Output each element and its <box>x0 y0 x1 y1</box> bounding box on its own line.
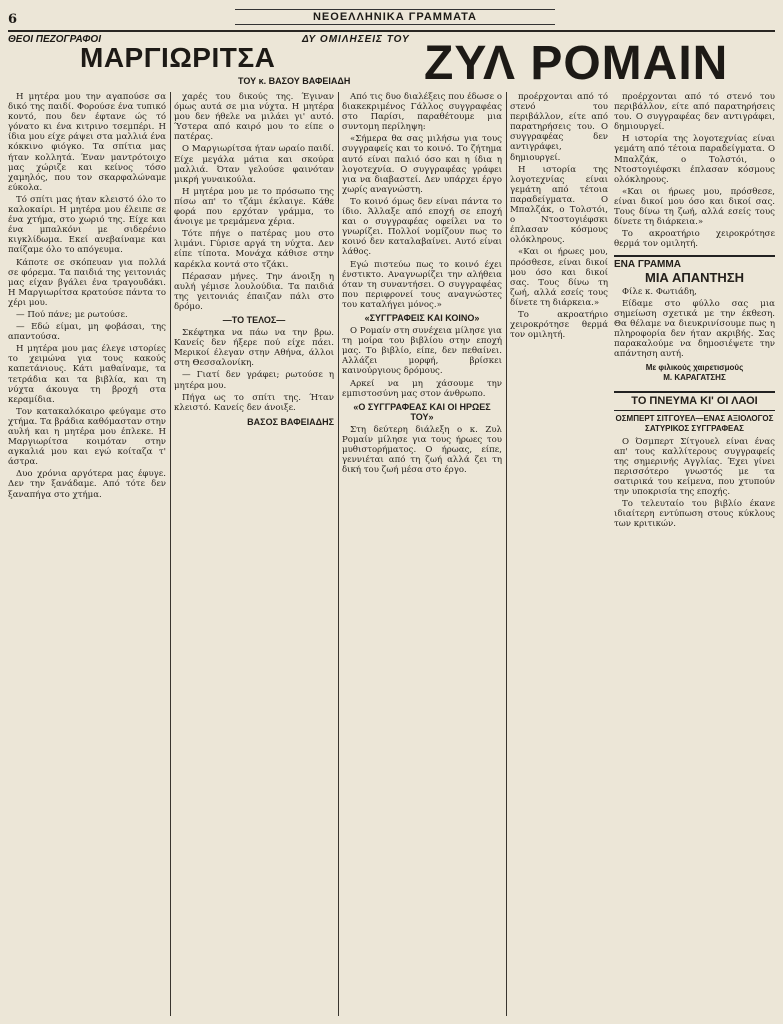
paragraph: Είδαμε στο φύλλο σας μια σημείωση σχετικά με την έκθεση. Θα θέλαμε να διευκρινίσουμε πως η πληροφορία δεν ήταν ακριβής. Σας παρακαλούμε να δημοσιέψετε την απάντηση αυτή. <box>614 298 775 360</box>
column-5 <box>614 92 775 1016</box>
subheading: «Ο ΣΥΓΓΡΑΦΕΑΣ ΚΑΙ ΟΙ ΗΡΩΕΣ ΤΟΥ» <box>353 401 491 422</box>
paragraph: — Εδώ είμαι, μη φοβάσαι, της απαντούσα. <box>8 322 166 343</box>
page-number: 6 <box>8 11 18 27</box>
paragraph: Δυο χρόνια αργότερα μας έφυγε. Δεν την ξανάδαμε. Από τότε δεν ξαναπήγα στο χτήμα. <box>8 469 166 500</box>
section-marker: —ΤΟ ΤΕΛΟΣ— <box>222 314 286 325</box>
paragraph: Το ακροατήριο χειροκρότησε θερμά τον ομιλητή. <box>510 309 608 341</box>
paragraph: Ο Μαργιωρίτσα ήταν ωραίο παιδί. Είχε μεγάλα μάτια και σκούρα μαλλιά. Όταν γελούσε φαινόταν μικρή γυναικούλα. <box>174 144 334 185</box>
paragraph: Κάποτε σε σκόπευαν για πολλά σε φόρεμα. Τα παιδιά της γειτονιάς μας είχαν βγάλει ένα τραγουδάκι. Η Μαργιωρίτσα κρατούσε πάντα το χέρι μου. <box>8 257 166 308</box>
box-title: ΤΟ ΠΝΕΥΜΑ ΚΙ' ΟΙ ΛΑΟΙ <box>614 391 775 410</box>
paragraph: Ο Ρομαίν στη συνέχεια μίλησε για τη μοίρα του βιβλίου στην εποχή μας. Το βιβλίο, είπε, δεν πεθαίνει. Αλλάζει μορφή, βρίσκει καινούργιους δρόμους. <box>342 326 502 377</box>
paragraph: Πέρασαν μήνες. Την άνοιξη η αυλή γέμισε λουλούδια. Τα παιδιά της γειτονιάς έπαιζαν πάλι στο δρόμο. <box>174 271 334 312</box>
paragraph: Εγώ πιστεύω πως το κοινό έχει ένστικτο. Αναγνωρίζει την αλήθεια όταν τη συναντήσει. Ο συγγραφέας που περιφρονεί τους αναγνώστες του καταλήγει μόνος.» <box>342 259 502 310</box>
paragraph: Από τις δυο διαλέξεις που έδωσε ο διακεκριμένος Γάλλος συγγραφέας στο Παρίσι, παραθέτουμε μια συντομη περίληψη: <box>342 92 502 133</box>
paragraph: Η μητέρα μου μας έλεγε ιστορίες το χειμώνα για τους κακούς καπετάνιους. Κάτι μαθαίναμε, τα τετράδια και τα βιβλία, και τη νύχτα άκουγα τη βροχή στα κεραμίδια. <box>8 344 166 405</box>
subheading: «ΣΥΓΓΡΑΦΕΙΣ ΚΑΙ ΚΟΙΝΟ» <box>364 312 480 323</box>
author-signature: ΒΑΣΟΣ ΒΑΦΕΙΑΔΗΣ <box>247 416 334 427</box>
paragraph: Σκέφτηκα να πάω να την βρω. Κανείς δεν ήξερε πού είχε πάει. Μερικοί έλεγαν στην Αθήνα, άλλοι στη Θεσσαλονίκη. <box>174 328 334 369</box>
paragraph: Τότε πήγε ο πατέρας μου στο λιμάνι. Γύρισε αργά τη νύχτα. Δεν είπε τίποτα. Μονάχα κάθισε στην καρέκλα κοντά στο τζάκι. <box>174 229 334 270</box>
paragraph: Η μητέρα μου την αγαπούσε σα δικό της παιδί. Φορούσε ένα τυπικό κοντό, που δεν έφτανε ώς τό γόνατο κι ένα κιτρινο τσεμπέρι. Η ίδια μου είχε ράψει στα μαλλιά ένα κόκκινο φιόγκο. Τα σπίτια μας ήταν κολλητά. Έναν μαντρότοιχο μας χώριζε και κείνος τόσο χαμηλός, που τον σκαρφαλώναμε εύκολα. <box>8 92 166 193</box>
letter-box-title: ΕΝΑ ΓΡΑΜΜΑ <box>614 255 775 270</box>
column-divider <box>506 92 507 1016</box>
right-kicker: ΔΥ ΟΜΙΛΗΣΕΙΣ ΤΟΥ <box>302 34 410 45</box>
paragraph: Πήγα ως το σπίτι της. Ήταν κλειστό. Κανείς δεν άνοιξε. <box>174 392 334 413</box>
paragraph: Τό σπίτι μας ήταν κλειστό όλο το καλοκαίρι. Η μητέρα μου έλειπε σε ένα χτήμα, στο χωριό της. Είχε και ένα μπαλκόνι με σιδερένιο κιγκλίδωμα. Εκεί ανεβαίναμε και παίζαμε όλο το απόγευμα. <box>8 194 166 256</box>
paragraph: προέρχονται από τό στενό του περιβάλλον, είτε από παρατηρήσεις του. Ο συγγραφέας δεν αντιγράφει, δημιουργεί. <box>510 92 608 163</box>
paragraph: Το ακροατήριο χειροκρότησε θερμά τον ομιλητή. <box>614 229 775 250</box>
paragraph: — Πού πάνε; με ρωτούσε. <box>16 309 128 320</box>
paragraph: Η μητέρα μου με το πρόσωπο της πίσω απ' το τζάμι έκλαιγε. Κάθε φορά που ερχόταν γράμμα, το άνοιγε με τρεμάμενα χέρια. <box>174 186 334 228</box>
left-kicker: ΘΕΟΙ ΠΕΖΟΓΡΑΦΟΙ <box>8 34 101 45</box>
header-rule <box>8 30 775 32</box>
box-subtitle: ΟΣΜΠΕΡΤ ΣΙΤΓΟΥΕΛ—ΕΝΑΣ ΑΞΙΟΛΟΓΟΣ ΣΑΤΥΡΙΚΟΣ ΣΥΓΓΡΑΦΕΑΣ <box>615 413 774 433</box>
paragraph: Η ιστορία της λογοτεχνίας είναι γεμάτη από τέτοια παραδείγματα. Ο Μπαλζάκ, ο Τολστόι, ο Ντοστογιέφσκι έπλασαν κόσμους ολόκληρους. <box>614 134 775 185</box>
letter-signature: Με φιλικούς χαιρετισμούς Μ. ΚΑΡΑΓΑΤΣΗΣ <box>645 363 744 383</box>
masthead: ΝΕΟΕΛΛΗΝΙΚΑ ΓΡΑΜΜΑΤΑ <box>235 9 555 25</box>
paragraph: Το κοινό όμως δεν είναι πάντα το ίδιο. Άλλαξε από εποχή σε εποχή και ο συγγραφέας οφείλει να το γνωρίζει. Πολλοί νομίζουν πως το κοινό δεν καταλαβαίνει. Αυτό είναι λάθος. <box>342 196 502 258</box>
paragraph: Αρκεί να μη χάσουμε την εμπιστοσύνη μας στον άνθρωπο. <box>342 378 502 399</box>
paragraph: Η ιστορία της λογοτεχνίας είναι γεμάτη από τέτοια παραδείγματα. Ο Μπαλζάκ, ο Τολστόι, ο Ντοστογιέφσκι έπλασαν κόσμους ολόκληρους. <box>510 164 608 246</box>
left-headline: ΜΑΡΓΙΩΡΙΤΣΑ <box>80 42 276 73</box>
paragraph: «Σήμερα θα σας μιλήσω για τους συγγραφείς και το κοινό. Το ζήτημα αυτό είναι παλιό όσο και η ίδια η λογοτεχνία. Ο συγγραφέας γράφει για να διαβαστεί. Δεν υπάρχει έργο χωρίς αναγνώστη. <box>342 134 502 195</box>
column-divider <box>170 92 171 1016</box>
column-3 <box>342 92 502 1016</box>
paragraph: Ο Όσμπερτ Σίτγουελ είναι ένας απ' τους καλλίτερους συγγραφείς της σημερινής Αγγλίας. Έχει γίνει περισσότερο γνωστός με τα σατιρικά του κείμενα, που χτυπούν την υποκρισία της εποχής. <box>614 436 775 498</box>
byline: ΤΟΥ κ. ΒΑΣΟΥ ΒΑΦΕΙΑΔΗ <box>238 76 351 86</box>
paragraph: — Γιατί δεν γράφει; ρωτούσε η μητέρα μου. <box>174 370 334 391</box>
paragraph: προέρχονται από τό στενό του περιβάλλον, είτε από παρατηρήσεις του. Ο συγγραφέας δεν αντιγράφει, δημιουργεί. <box>614 92 775 133</box>
paragraph: Στη δεύτερη διάλεξη ο κ. Ζυλ Ρομαίν μίλησε για τους ήρωες του μυθιστορήματος. Ο ήρωας, είπε, γεννιέται από τη ζωή αλλά ζει τη δική του ζωή μέσα στο έργο. <box>342 424 502 476</box>
paragraph: Φίλε κ. Φωτιάδη, <box>622 286 697 297</box>
column-2 <box>174 92 334 1016</box>
paragraph: χαρές του δικούς της. Έγιναν όμως αυτά σε μια νύχτα. Η μητέρα μου δεν ήθελε να μιλάει γι' αυτό. Ύστερα από καιρό μου το είπε ο πατέρας. <box>174 92 334 143</box>
paragraph: «Και οι ήρωες μου, πρόσθεσε, είναι δικοί μου όσο και δικοί σας. Τους δίνω τη ζωή, αλλά εσείς τους δίνετε τη διάρκεια.» <box>614 186 775 228</box>
column-divider <box>338 92 339 1016</box>
column-4 <box>510 92 608 1016</box>
paragraph: Τον κατακαλόκαιρο φεύγαμε στο χτήμα. Τα βράδια καθόμασταν στην αυλή και η μητέρα μου έπλεκε. Η Μαργιωρίτσα κοιμόταν στην αγκαλιά μου και εγώ κοίταζα τ' άστρα. <box>8 406 166 468</box>
letter-box-subtitle: ΜΙΑ ΑΠΑΝΤΗΣΗ <box>644 269 745 285</box>
right-headline: ΖΥΛ ΡΟΜΑΙΝ <box>424 37 729 90</box>
column-1 <box>8 92 166 1016</box>
paragraph: Το τελευταίο του βιβλίο έκανε ιδιαίτερη εντύπωση στους κύκλους των κριτικών. <box>614 499 775 530</box>
paragraph: «Και οι ήρωες μου, πρόσθεσε, είναι δικοί μου όσο και δικοί σας. Τους δίνω τη ζωή, αλλά εσείς τους δίνετε τη διάρκεια.» <box>510 247 608 308</box>
